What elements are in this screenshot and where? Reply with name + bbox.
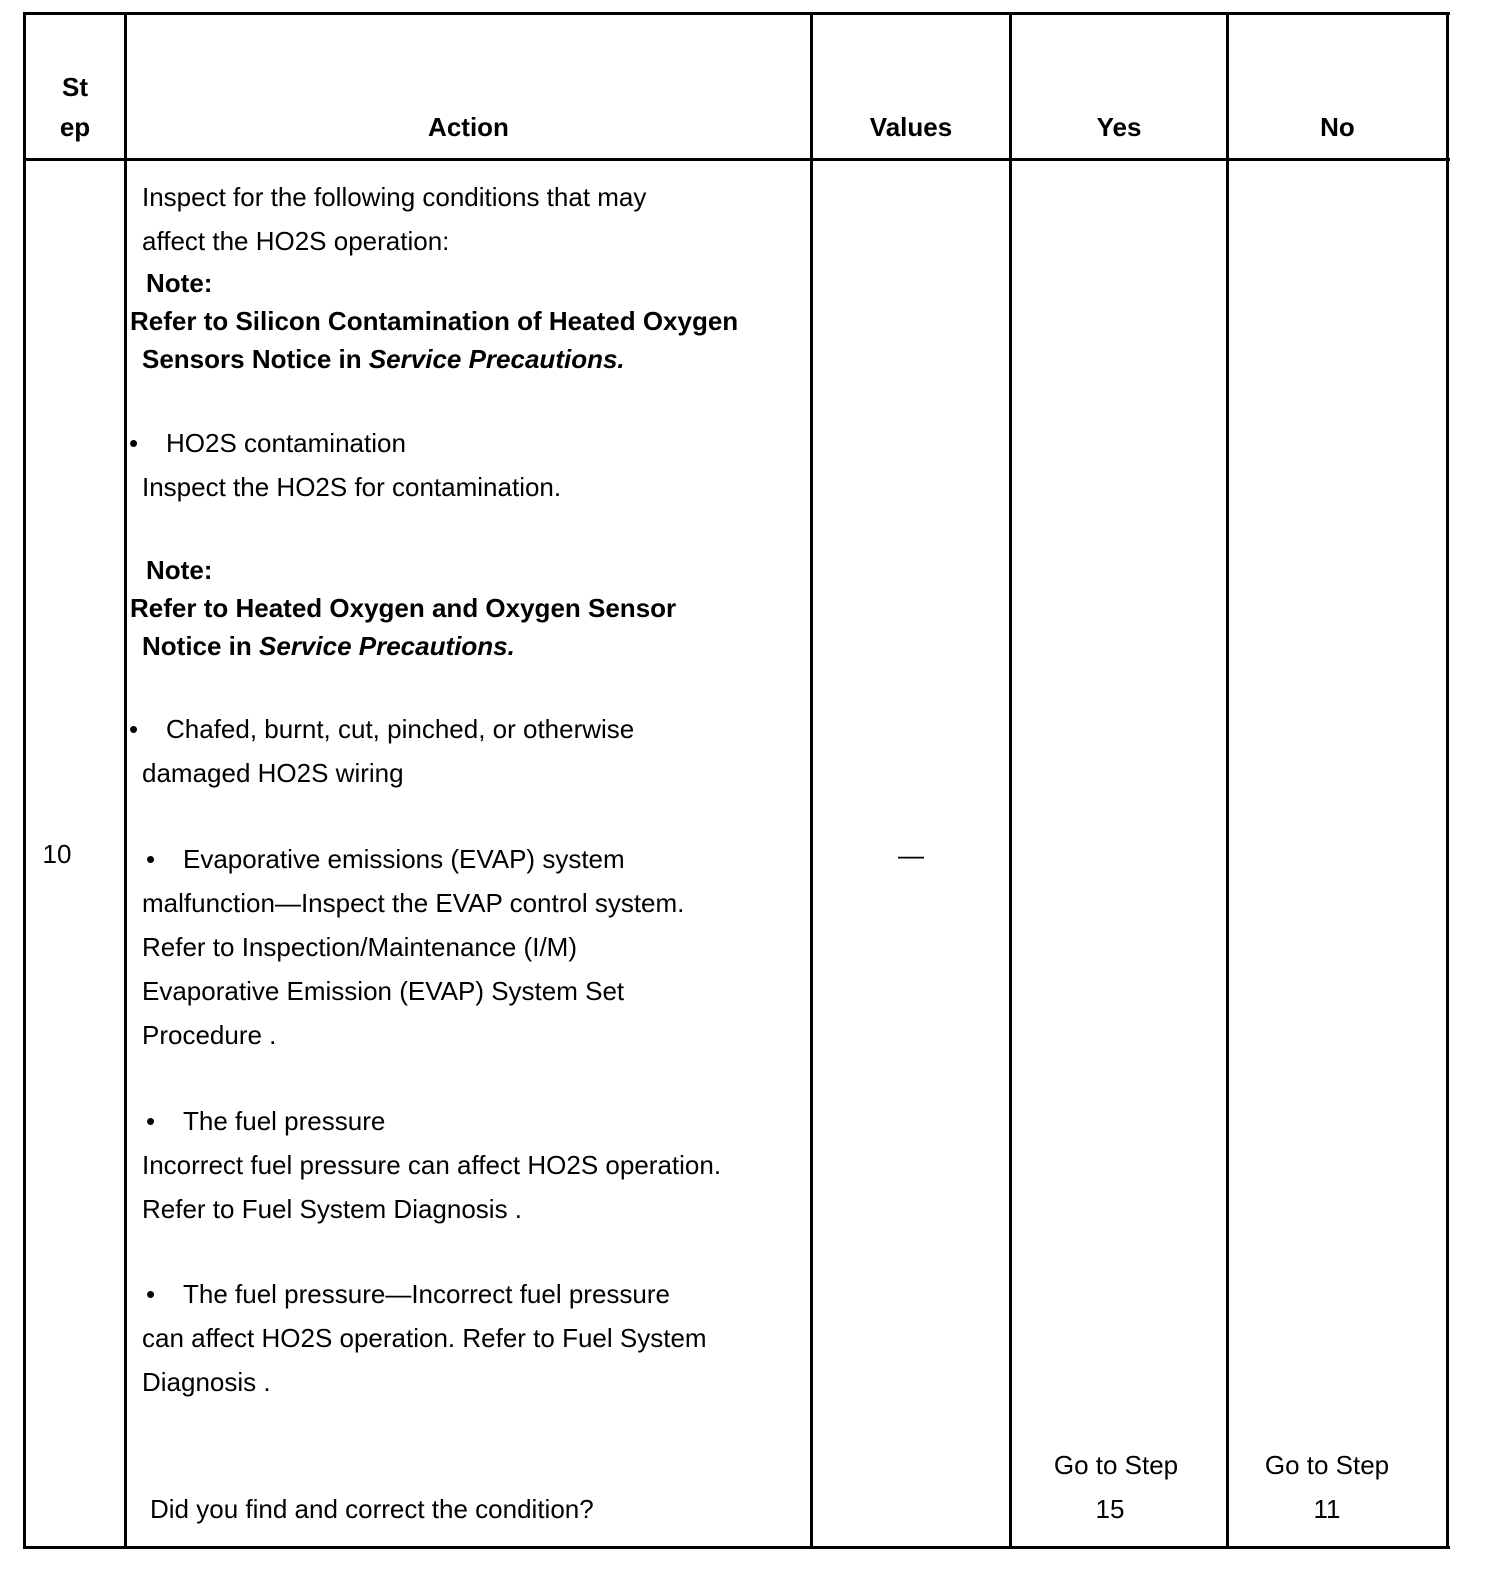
note1-line-1: Refer to Silicon Contamination of Heated Oxygen bbox=[130, 306, 739, 336]
question: Did you find and correct the condition? bbox=[150, 1494, 594, 1524]
header-step-line2: ep bbox=[59, 112, 91, 142]
bullet3-line-3: Refer to Inspection/Maintenance (I/M) bbox=[142, 932, 577, 962]
header-action: Action bbox=[428, 112, 509, 142]
bullet1-marker: • bbox=[129, 428, 139, 458]
bullet3-marker: • bbox=[146, 844, 156, 874]
header-step-line1: St bbox=[62, 72, 88, 102]
values-cell: — bbox=[898, 840, 924, 870]
col-divider-yes bbox=[1226, 12, 1229, 1549]
bullet3-line-2: malfunction—Inspect the EVAP control system. bbox=[142, 888, 685, 918]
bullet2-line-1: Chafed, burnt, cut, pinched, or otherwise bbox=[166, 714, 635, 744]
yes-line-2: 15 bbox=[1095, 1494, 1125, 1524]
note1-line-2 bbox=[142, 344, 625, 374]
note2-line-2-prefix: Notice in bbox=[142, 631, 260, 661]
table-border-top bbox=[23, 12, 1450, 15]
col-divider-values bbox=[1009, 12, 1012, 1549]
intro-line-2: affect the HO2S operation: bbox=[142, 226, 450, 256]
no-line-1: Go to Step bbox=[1264, 1450, 1390, 1480]
note2-label: Note: bbox=[146, 555, 213, 585]
bullet1-text: HO2S contamination bbox=[166, 428, 406, 458]
bullet1-detail: Inspect the HO2S for contamination. bbox=[142, 472, 562, 502]
bullet2-line-2: damaged HO2S wiring bbox=[142, 758, 404, 788]
header-values: Values bbox=[869, 112, 953, 142]
bullet2-marker: • bbox=[129, 714, 139, 744]
bullet4-marker: • bbox=[146, 1106, 156, 1136]
no-line-2: 11 bbox=[1313, 1494, 1341, 1524]
intro-line-1: Inspect for the following conditions that may bbox=[142, 182, 647, 212]
note1-service-precautions: Service Precautions. bbox=[368, 344, 625, 374]
bullet4-line-2: Incorrect fuel pressure can affect HO2S operation. bbox=[142, 1150, 722, 1180]
table-border-left bbox=[23, 12, 26, 1549]
note1-line-2-prefix: Sensors Notice in bbox=[142, 344, 369, 374]
bullet5-line-2: can affect HO2S operation. Refer to Fuel System bbox=[142, 1323, 707, 1353]
bullet5-marker: • bbox=[146, 1279, 156, 1309]
bullet4-line-3: Refer to Fuel System Diagnosis . bbox=[142, 1194, 523, 1224]
table-header-divider bbox=[23, 158, 1450, 161]
table-border-right bbox=[1446, 12, 1449, 1549]
bullet3-line-4: Evaporative Emission (EVAP) System Set bbox=[142, 976, 625, 1006]
bullet5-line-1: The fuel pressure—Incorrect fuel pressure bbox=[183, 1279, 670, 1309]
header-yes: Yes bbox=[1096, 112, 1142, 142]
note1-label: Note: bbox=[146, 268, 213, 298]
note2-line-2 bbox=[142, 631, 515, 661]
table-border-bottom bbox=[23, 1546, 1450, 1549]
col-divider-action bbox=[810, 12, 813, 1549]
yes-line-1: Go to Step bbox=[1053, 1450, 1179, 1480]
header-no: No bbox=[1320, 112, 1355, 142]
bullet3-line-1: Evaporative emissions (EVAP) system bbox=[183, 844, 625, 874]
bullet4-line-1: The fuel pressure bbox=[183, 1106, 386, 1136]
step-number: 10 bbox=[42, 839, 72, 869]
bullet3-line-5: Procedure . bbox=[142, 1020, 277, 1050]
note2-service-precautions: Service Precautions. bbox=[259, 631, 515, 661]
col-divider-step bbox=[124, 12, 127, 1549]
note2-line-1: Refer to Heated Oxygen and Oxygen Sensor bbox=[130, 593, 677, 623]
bullet5-line-3: Diagnosis . bbox=[142, 1367, 271, 1397]
